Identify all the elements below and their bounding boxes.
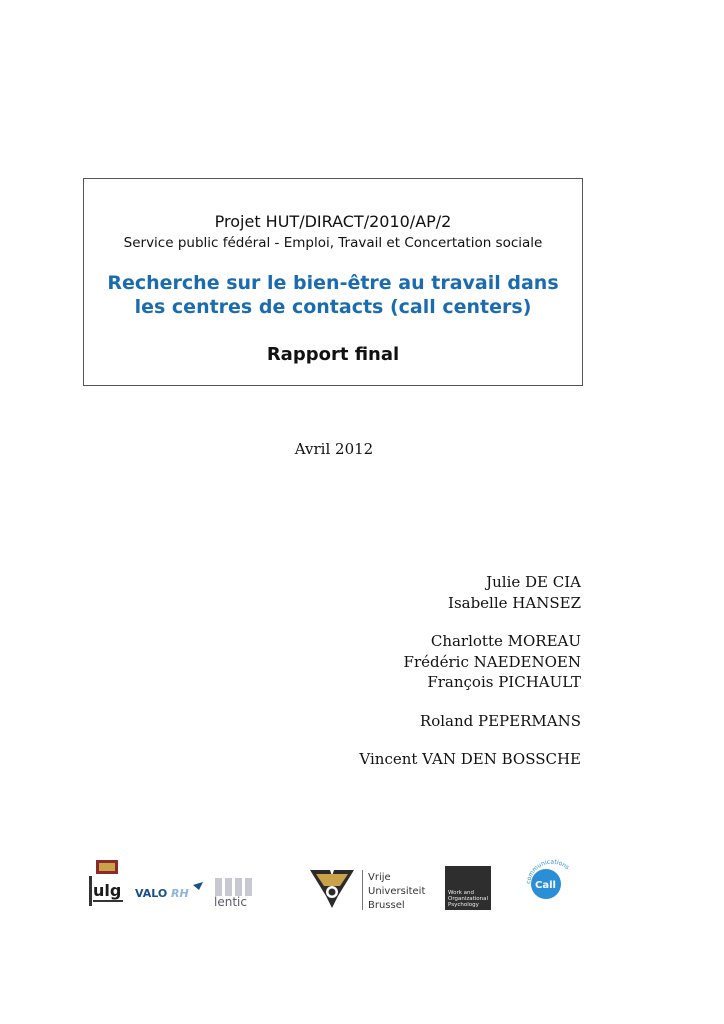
valorh-logo-text: VALO — [135, 887, 168, 900]
author-group — [359, 749, 581, 770]
lentic-logo — [213, 878, 256, 908]
report-date: Avril 2012 — [294, 440, 374, 458]
ulg-logo — [87, 860, 125, 908]
author-group — [359, 631, 581, 693]
author: Roland PEPERMANS — [419, 711, 581, 730]
author-group — [359, 572, 581, 613]
title-box — [83, 178, 583, 386]
vub-logo — [310, 866, 435, 912]
author-group — [359, 711, 581, 732]
call-communications-logo — [524, 856, 584, 908]
wop-logo — [445, 866, 491, 910]
wop-line-1: Work and — [448, 890, 475, 896]
wop-line-2: Organizational — [448, 896, 489, 902]
author: Vincent VAN DEN BOSSCHE — [359, 750, 581, 768]
call-logo-text: Call — [535, 880, 556, 891]
report-title — [94, 271, 572, 319]
author: Isabelle HANSEZ — [448, 593, 581, 612]
author: Julie DE CIA — [486, 573, 581, 591]
project-code: Projet HUT/DIRACT/2010/AP/2 — [214, 212, 452, 231]
vub-emblem-icon — [310, 870, 354, 908]
vub-line-2: Universiteit — [368, 886, 426, 897]
report-type: Rapport final — [266, 344, 400, 365]
call-ring-textpath: communications — [524, 858, 571, 885]
ulg-logo-text: ulg — [93, 881, 122, 900]
vub-line-3: Brussel — [368, 900, 405, 911]
valorh-logo-suffix: RH — [171, 887, 189, 900]
author: Frédéric NAEDENOEN — [403, 652, 581, 671]
valorh-logo — [133, 880, 205, 904]
author-list — [359, 572, 581, 788]
service-name: Service public fédéral - Emploi, Travail et Concertation sociale — [123, 235, 543, 251]
valorh-arrow-icon — [193, 882, 203, 890]
report-title-line-1: Recherche sur le bien-être au travail dans — [107, 272, 559, 294]
lentic-logo-text: lentic — [214, 895, 247, 908]
report-title-line-2: les centres de contacts (call centers) — [134, 296, 532, 318]
wop-line-3: Psychology — [448, 902, 479, 908]
vub-line-1: Vrije — [368, 872, 391, 883]
author: Charlotte MOREAU — [430, 632, 581, 650]
author: François PICHAULT — [427, 673, 581, 691]
